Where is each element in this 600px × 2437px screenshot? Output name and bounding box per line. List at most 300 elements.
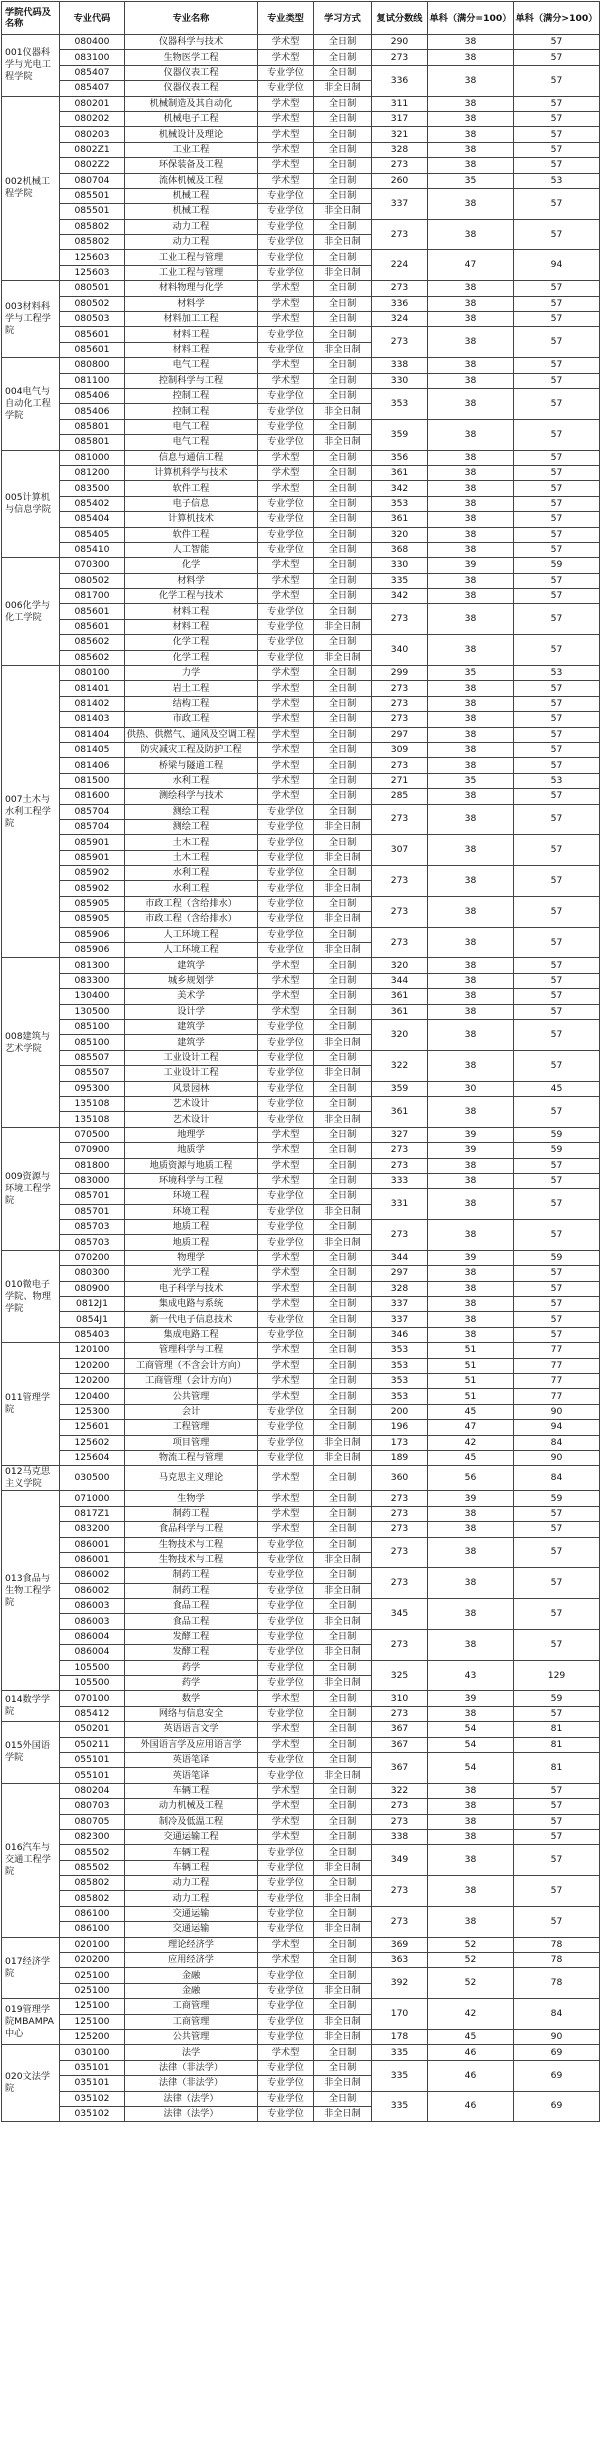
major-type-cell: 专业学位 — [258, 1676, 314, 1691]
major-type-cell: 专业学位 — [258, 2014, 314, 2029]
major-type-cell: 学术型 — [258, 666, 314, 681]
study-mode-cell: 全日制 — [314, 973, 372, 988]
retest-score-cell: 335 — [372, 2045, 428, 2060]
single-100-cell: 51 — [428, 1358, 514, 1373]
major-name-cell: 车辆工程 — [125, 1845, 258, 1860]
single-over-100-cell: 78 — [514, 1937, 600, 1952]
major-name-cell: 材料学 — [125, 573, 258, 588]
major-type-cell: 专业学位 — [258, 1450, 314, 1465]
major-name-cell: 水利工程 — [125, 773, 258, 788]
single-100-cell: 47 — [428, 250, 514, 281]
major-name-cell: 法学 — [125, 2045, 258, 2060]
header-single-over-100: 单科（满分>100） — [514, 2, 600, 35]
major-code-cell: 125200 — [60, 2030, 125, 2045]
table-row — [2, 1404, 600, 1419]
single-100-cell: 38 — [428, 1266, 514, 1281]
single-100-cell: 38 — [428, 1312, 514, 1327]
single-over-100-cell: 57 — [514, 1281, 600, 1296]
study-mode-cell: 全日制 — [314, 712, 372, 727]
single-100-cell: 38 — [428, 1297, 514, 1312]
single-over-100-cell: 57 — [514, 1096, 600, 1127]
major-type-cell: 专业学位 — [258, 2076, 314, 2091]
major-name-cell: 电气工程 — [125, 419, 258, 434]
major-code-cell: 080705 — [60, 1814, 125, 1829]
retest-score-cell: 260 — [372, 173, 428, 188]
major-name-cell: 水利工程 — [125, 866, 258, 881]
major-name-cell: 材料工程 — [125, 604, 258, 619]
retest-score-cell: 336 — [372, 296, 428, 311]
major-code-cell: 081600 — [60, 789, 125, 804]
single-100-cell: 35 — [428, 773, 514, 788]
retest-score-cell: 338 — [372, 1829, 428, 1844]
single-100-cell: 52 — [428, 1953, 514, 1968]
major-type-cell: 学术型 — [258, 558, 314, 573]
retest-score-cell: 361 — [372, 989, 428, 1004]
major-name-cell: 机械工程 — [125, 188, 258, 203]
retest-score-cell: 273 — [372, 896, 428, 927]
major-name-cell: 发酵工程 — [125, 1645, 258, 1660]
major-name-cell: 公共管理 — [125, 2030, 258, 2045]
major-name-cell: 艺术设计 — [125, 1112, 258, 1127]
study-mode-cell: 非全日制 — [314, 619, 372, 634]
major-code-cell: 085703 — [60, 1235, 125, 1250]
table-row — [2, 173, 600, 188]
major-type-cell: 学术型 — [258, 1373, 314, 1388]
single-over-100-cell: 57 — [514, 973, 600, 988]
major-name-cell: 食品工程 — [125, 1599, 258, 1614]
major-code-cell: 086100 — [60, 1922, 125, 1937]
table-row — [2, 1143, 600, 1158]
retest-score-cell: 273 — [372, 1629, 428, 1660]
single-over-100-cell: 57 — [514, 742, 600, 757]
single-100-cell: 38 — [428, 1281, 514, 1296]
study-mode-cell: 全日制 — [314, 1297, 372, 1312]
major-name-cell: 制药工程 — [125, 1568, 258, 1583]
single-over-100-cell: 77 — [514, 1343, 600, 1358]
major-name-cell: 物流工程与管理 — [125, 1450, 258, 1465]
table-row — [2, 1343, 600, 1358]
study-mode-cell: 全日制 — [314, 96, 372, 111]
single-over-100-cell: 129 — [514, 1660, 600, 1691]
single-100-cell: 38 — [428, 373, 514, 388]
major-name-cell: 力学 — [125, 666, 258, 681]
major-code-cell: 135108 — [60, 1096, 125, 1111]
table-row — [2, 158, 600, 173]
table-row — [2, 1327, 600, 1342]
single-100-cell: 38 — [428, 96, 514, 111]
major-code-cell: 083300 — [60, 973, 125, 988]
major-type-cell: 专业学位 — [258, 1768, 314, 1783]
study-mode-cell: 全日制 — [314, 1799, 372, 1814]
retest-score-cell: 328 — [372, 142, 428, 157]
table-row — [2, 1250, 600, 1265]
major-name-cell: 土木工程 — [125, 835, 258, 850]
table-row — [2, 50, 600, 65]
retest-score-cell: 349 — [372, 1845, 428, 1876]
major-name-cell: 食品科学与工程 — [125, 1522, 258, 1537]
study-mode-cell: 全日制 — [314, 1281, 372, 1296]
major-name-cell: 信息与通信工程 — [125, 450, 258, 465]
major-code-cell: 086001 — [60, 1552, 125, 1567]
table-row — [2, 1660, 600, 1675]
single-over-100-cell: 57 — [514, 927, 600, 958]
table-row — [2, 465, 600, 480]
study-mode-cell: 全日制 — [314, 450, 372, 465]
study-mode-cell: 全日制 — [314, 2060, 372, 2075]
major-name-cell: 软件工程 — [125, 527, 258, 542]
major-type-cell: 专业学位 — [258, 2030, 314, 2045]
table-row — [2, 296, 600, 311]
major-type-cell: 专业学位 — [258, 388, 314, 403]
single-over-100-cell: 57 — [514, 219, 600, 250]
major-name-cell: 电子信息 — [125, 496, 258, 511]
study-mode-cell: 全日制 — [314, 1358, 372, 1373]
major-name-cell: 地质工程 — [125, 1220, 258, 1235]
major-code-cell: 080502 — [60, 296, 125, 311]
single-over-100-cell: 57 — [514, 1906, 600, 1937]
retest-score-cell: 273 — [372, 1506, 428, 1521]
study-mode-cell: 全日制 — [314, 419, 372, 434]
study-mode-cell: 全日制 — [314, 496, 372, 511]
table-row — [2, 896, 600, 911]
study-mode-cell: 全日制 — [314, 604, 372, 619]
major-code-cell: 085801 — [60, 419, 125, 434]
major-type-cell: 专业学位 — [258, 1876, 314, 1891]
major-type-cell: 学术型 — [258, 1250, 314, 1265]
table-row — [2, 1722, 600, 1737]
retest-score-cell: 273 — [372, 1537, 428, 1568]
major-name-cell: 化学工程 — [125, 650, 258, 665]
table-row — [2, 1706, 600, 1721]
single-100-cell: 51 — [428, 1343, 514, 1358]
single-100-cell: 38 — [428, 142, 514, 157]
study-mode-cell: 非全日制 — [314, 1614, 372, 1629]
major-name-cell: 电气工程 — [125, 358, 258, 373]
study-mode-cell: 全日制 — [314, 1691, 372, 1706]
table-row — [2, 496, 600, 511]
major-type-cell: 学术型 — [258, 158, 314, 173]
major-code-cell: 085601 — [60, 604, 125, 619]
college-name: 005计算机与信息学院 — [2, 450, 60, 558]
major-code-cell: 081401 — [60, 681, 125, 696]
major-type-cell: 学术型 — [258, 1127, 314, 1142]
study-mode-cell: 全日制 — [314, 1706, 372, 1721]
single-100-cell: 38 — [428, 50, 514, 65]
major-name-cell: 软件工程 — [125, 481, 258, 496]
major-code-cell: 083500 — [60, 481, 125, 496]
study-mode-cell: 全日制 — [314, 573, 372, 588]
table-row — [2, 1358, 600, 1373]
table-row — [2, 1281, 600, 1296]
table-row — [2, 2091, 600, 2106]
major-name-cell: 外国语言学及应用语言学 — [125, 1737, 258, 1752]
table-row — [2, 1691, 600, 1706]
major-name-cell: 岩土工程 — [125, 681, 258, 696]
major-code-cell: 085802 — [60, 1876, 125, 1891]
major-code-cell: 085407 — [60, 65, 125, 80]
single-over-100-cell: 94 — [514, 1420, 600, 1435]
major-code-cell: 0802Z2 — [60, 158, 125, 173]
major-name-cell: 理论经济学 — [125, 1937, 258, 1952]
single-over-100-cell: 57 — [514, 758, 600, 773]
major-type-cell: 专业学位 — [258, 1660, 314, 1675]
retest-score-cell: 361 — [372, 465, 428, 480]
retest-score-cell: 325 — [372, 1660, 428, 1691]
table-row — [2, 1599, 600, 1614]
major-type-cell: 学术型 — [258, 96, 314, 111]
major-name-cell: 法律（非法学） — [125, 2060, 258, 2075]
college-name: 020文法学院 — [2, 2045, 60, 2122]
major-type-cell: 专业学位 — [258, 819, 314, 834]
single-over-100-cell: 57 — [514, 542, 600, 557]
retest-score-cell: 273 — [372, 1143, 428, 1158]
single-100-cell: 38 — [428, 1050, 514, 1081]
major-type-cell: 专业学位 — [258, 1968, 314, 1983]
major-type-cell: 专业学位 — [258, 1066, 314, 1081]
single-over-100-cell: 57 — [514, 1845, 600, 1876]
major-type-cell: 学术型 — [258, 50, 314, 65]
study-mode-cell: 非全日制 — [314, 881, 372, 896]
single-over-100-cell: 57 — [514, 1327, 600, 1342]
major-type-cell: 专业学位 — [258, 1096, 314, 1111]
major-code-cell: 070500 — [60, 1127, 125, 1142]
study-mode-cell: 非全日制 — [314, 1922, 372, 1937]
single-over-100-cell: 57 — [514, 1537, 600, 1568]
study-mode-cell: 全日制 — [314, 1420, 372, 1435]
major-type-cell: 学术型 — [258, 1158, 314, 1173]
table-row — [2, 773, 600, 788]
single-over-100-cell: 57 — [514, 604, 600, 635]
single-over-100-cell: 81 — [514, 1737, 600, 1752]
single-over-100-cell: 90 — [514, 1404, 600, 1419]
major-name-cell: 英语笔译 — [125, 1752, 258, 1767]
single-over-100-cell: 77 — [514, 1389, 600, 1404]
single-over-100-cell: 57 — [514, 804, 600, 835]
study-mode-cell: 全日制 — [314, 173, 372, 188]
major-type-cell: 学术型 — [258, 2045, 314, 2060]
major-code-cell: 086003 — [60, 1614, 125, 1629]
single-100-cell: 38 — [428, 681, 514, 696]
study-mode-cell: 全日制 — [314, 1220, 372, 1235]
retest-score-cell: 342 — [372, 481, 428, 496]
major-code-cell: 080900 — [60, 1281, 125, 1296]
single-over-100-cell: 57 — [514, 789, 600, 804]
table-row — [2, 1450, 600, 1465]
table-row — [2, 789, 600, 804]
major-code-cell: 055101 — [60, 1752, 125, 1767]
major-type-cell: 学术型 — [258, 1783, 314, 1798]
major-name-cell: 化学工程与技术 — [125, 589, 258, 604]
study-mode-cell: 非全日制 — [314, 850, 372, 865]
study-mode-cell: 全日制 — [314, 373, 372, 388]
retest-score-cell: 353 — [372, 1343, 428, 1358]
retest-score-cell: 356 — [372, 450, 428, 465]
table-row — [2, 481, 600, 496]
study-mode-cell: 全日制 — [314, 1599, 372, 1614]
study-mode-cell: 全日制 — [314, 1096, 372, 1111]
retest-score-cell: 273 — [372, 758, 428, 773]
retest-score-cell: 273 — [372, 1220, 428, 1251]
major-code-cell: 085502 — [60, 1860, 125, 1875]
major-code-cell: 085407 — [60, 81, 125, 96]
single-100-cell: 38 — [428, 712, 514, 727]
study-mode-cell: 全日制 — [314, 158, 372, 173]
major-code-cell: 070900 — [60, 1143, 125, 1158]
single-100-cell: 51 — [428, 1373, 514, 1388]
single-over-100-cell: 57 — [514, 142, 600, 157]
retest-score-cell: 320 — [372, 1020, 428, 1051]
retest-score-cell: 178 — [372, 2030, 428, 2045]
major-name-cell: 制药工程 — [125, 1506, 258, 1521]
study-mode-cell: 全日制 — [314, 989, 372, 1004]
major-name-cell: 建筑学 — [125, 1035, 258, 1050]
major-name-cell: 电子科学与技术 — [125, 1281, 258, 1296]
major-type-cell: 专业学位 — [258, 1189, 314, 1204]
major-name-cell: 交通运输 — [125, 1922, 258, 1937]
major-code-cell: 035101 — [60, 2060, 125, 2075]
major-name-cell: 网络与信息安全 — [125, 1706, 258, 1721]
major-type-cell: 学术型 — [258, 573, 314, 588]
single-over-100-cell: 57 — [514, 281, 600, 296]
single-over-100-cell: 57 — [514, 373, 600, 388]
major-type-cell: 专业学位 — [258, 435, 314, 450]
major-name-cell: 材料加工工程 — [125, 312, 258, 327]
study-mode-cell: 全日制 — [314, 1937, 372, 1952]
single-100-cell: 38 — [428, 158, 514, 173]
single-over-100-cell: 57 — [514, 1706, 600, 1721]
retest-score-cell: 367 — [372, 1722, 428, 1737]
single-100-cell: 38 — [428, 1327, 514, 1342]
table-row — [2, 712, 600, 727]
major-name-cell: 设计学 — [125, 1004, 258, 1019]
single-100-cell: 39 — [428, 1691, 514, 1706]
major-code-cell: 085704 — [60, 804, 125, 819]
table-row — [2, 127, 600, 142]
major-name-cell: 控制工程 — [125, 404, 258, 419]
study-mode-cell: 全日制 — [314, 1081, 372, 1096]
table-row — [2, 866, 600, 881]
single-100-cell: 38 — [428, 1004, 514, 1019]
major-name-cell: 化学工程 — [125, 635, 258, 650]
study-mode-cell: 全日制 — [314, 527, 372, 542]
college-name: 011管理学院 — [2, 1343, 60, 1466]
major-type-cell: 学术型 — [258, 296, 314, 311]
retest-score-cell: 322 — [372, 1050, 428, 1081]
single-over-100-cell: 53 — [514, 173, 600, 188]
study-mode-cell: 全日制 — [314, 1127, 372, 1142]
major-name-cell: 动力机械及工程 — [125, 1799, 258, 1814]
table-row — [2, 604, 600, 619]
major-code-cell: 030500 — [60, 1466, 125, 1491]
major-name-cell: 食品工程 — [125, 1614, 258, 1629]
table-row — [2, 1173, 600, 1188]
table-row — [2, 1953, 600, 1968]
table-row — [2, 1537, 600, 1552]
retest-score-cell: 335 — [372, 573, 428, 588]
major-name-cell: 流体机械及工程 — [125, 173, 258, 188]
major-type-cell: 专业学位 — [258, 1983, 314, 1998]
major-type-cell: 学术型 — [258, 1691, 314, 1706]
single-over-100-cell: 57 — [514, 327, 600, 358]
table-row — [2, 388, 600, 403]
single-100-cell: 38 — [428, 573, 514, 588]
retest-score-cell: 335 — [372, 2091, 428, 2122]
retest-score-cell: 320 — [372, 527, 428, 542]
study-mode-cell: 全日制 — [314, 542, 372, 557]
major-code-cell: 080203 — [60, 127, 125, 142]
major-code-cell: 085901 — [60, 850, 125, 865]
major-type-cell: 专业学位 — [258, 250, 314, 265]
major-name-cell: 机械设计及理论 — [125, 127, 258, 142]
major-name-cell: 控制科学与工程 — [125, 373, 258, 388]
college-name: 003材料科学与工程学院 — [2, 281, 60, 358]
single-100-cell: 38 — [428, 281, 514, 296]
single-over-100-cell: 81 — [514, 1752, 600, 1783]
retest-score-cell: 311 — [372, 96, 428, 111]
study-mode-cell: 全日制 — [314, 589, 372, 604]
major-type-cell: 专业学位 — [258, 1020, 314, 1035]
major-name-cell: 仪器仪表工程 — [125, 81, 258, 96]
major-type-cell: 专业学位 — [258, 327, 314, 342]
single-100-cell: 38 — [428, 219, 514, 250]
major-type-cell: 专业学位 — [258, 1645, 314, 1660]
single-100-cell: 39 — [428, 1143, 514, 1158]
single-over-100-cell: 57 — [514, 358, 600, 373]
major-type-cell: 专业学位 — [258, 1845, 314, 1860]
single-100-cell: 38 — [428, 1096, 514, 1127]
study-mode-cell: 全日制 — [314, 866, 372, 881]
retest-score-cell: 273 — [372, 804, 428, 835]
major-code-cell: 081300 — [60, 958, 125, 973]
single-over-100-cell: 94 — [514, 250, 600, 281]
major-name-cell: 地质学 — [125, 1143, 258, 1158]
study-mode-cell: 非全日制 — [314, 81, 372, 96]
single-over-100-cell: 59 — [514, 1491, 600, 1506]
single-100-cell: 38 — [428, 481, 514, 496]
major-type-cell: 学术型 — [258, 465, 314, 480]
major-code-cell: 085601 — [60, 327, 125, 342]
table-row — [2, 1968, 600, 1983]
retest-score-cell: 353 — [372, 496, 428, 511]
retest-score-cell: 273 — [372, 866, 428, 897]
major-name-cell: 艺术设计 — [125, 1096, 258, 1111]
single-100-cell: 38 — [428, 1020, 514, 1051]
major-type-cell: 学术型 — [258, 450, 314, 465]
study-mode-cell: 非全日制 — [314, 1204, 372, 1219]
retest-score-cell: 337 — [372, 1297, 428, 1312]
table-row — [2, 1020, 600, 1035]
retest-score-cell: 273 — [372, 1706, 428, 1721]
table-row — [2, 281, 600, 296]
study-mode-cell: 全日制 — [314, 250, 372, 265]
retest-score-cell: 196 — [372, 1420, 428, 1435]
major-code-cell: 085507 — [60, 1066, 125, 1081]
major-name-cell: 工业工程 — [125, 142, 258, 157]
major-code-cell: 081800 — [60, 1158, 125, 1173]
major-name-cell: 法律（非法学） — [125, 2076, 258, 2091]
single-100-cell: 38 — [428, 1876, 514, 1907]
major-code-cell: 083100 — [60, 50, 125, 65]
single-over-100-cell: 57 — [514, 589, 600, 604]
header-type: 专业类型 — [258, 2, 314, 35]
major-name-cell: 工商管理（会计方向） — [125, 1373, 258, 1388]
single-100-cell: 38 — [428, 496, 514, 511]
study-mode-cell: 非全日制 — [314, 1583, 372, 1598]
table-row — [2, 142, 600, 157]
major-name-cell: 动力工程 — [125, 1891, 258, 1906]
major-code-cell: 083000 — [60, 1173, 125, 1188]
single-100-cell: 38 — [428, 804, 514, 835]
